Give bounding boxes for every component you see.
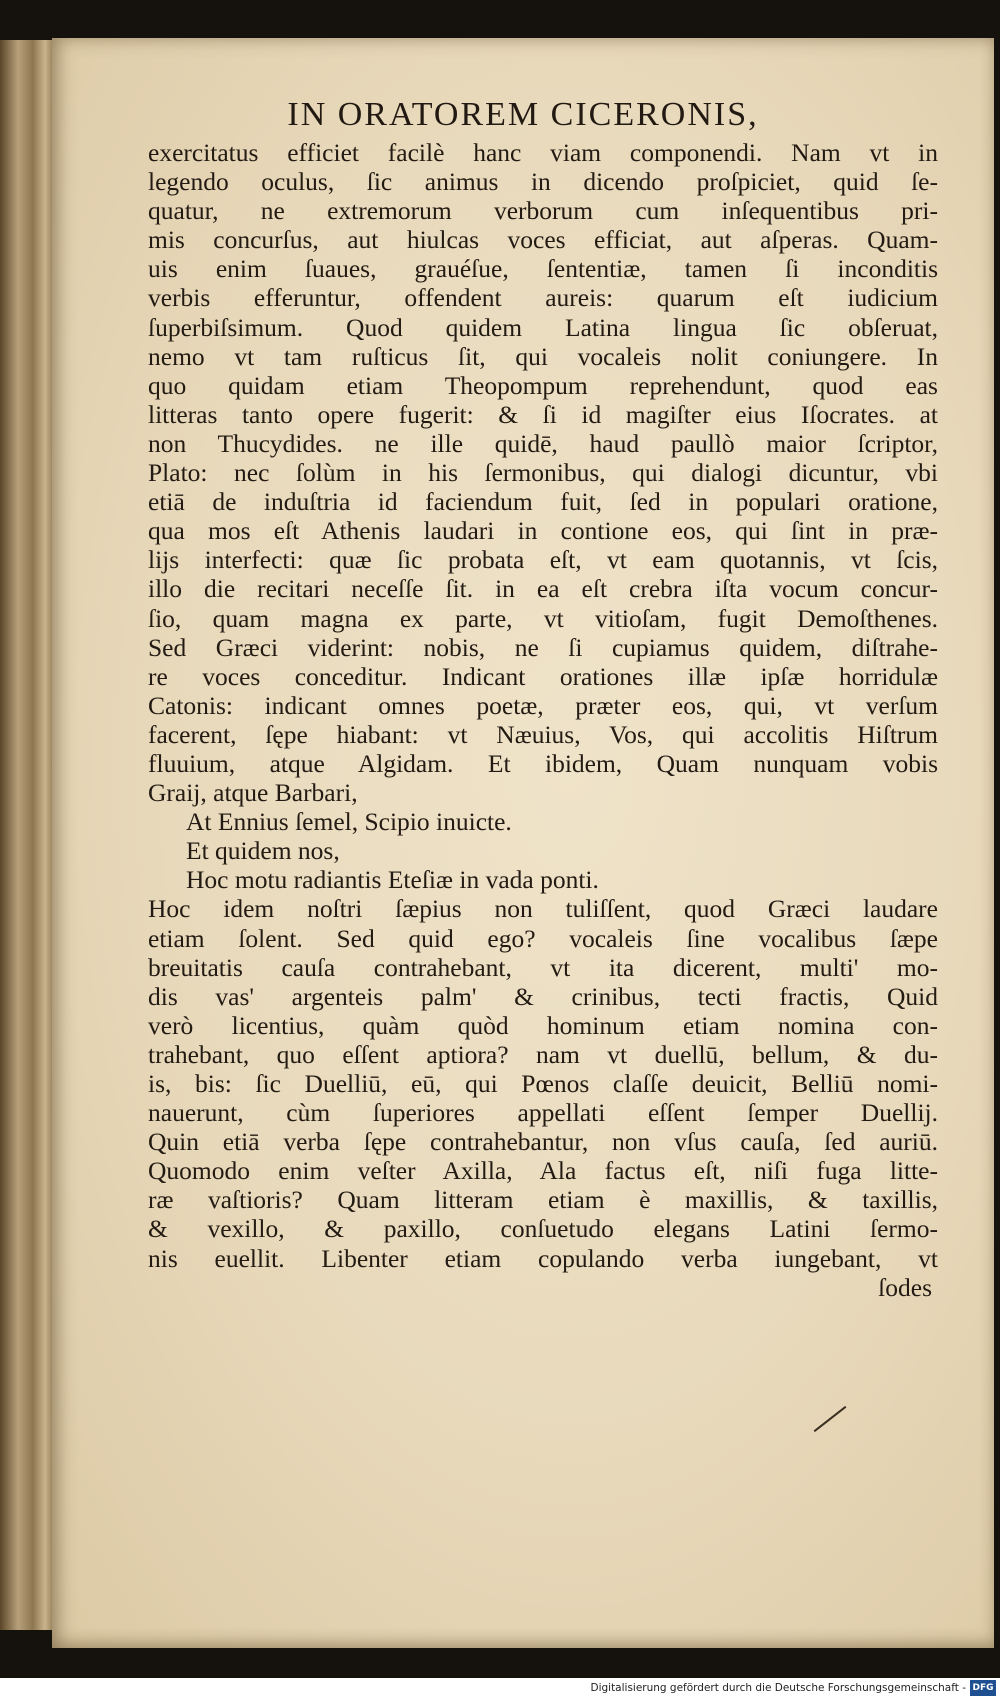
dfg-logo: DFG: [970, 1680, 996, 1696]
text-line: Quin etiā verba ſępe contrahebantur, non vſus cauſa, ſed auriū.: [148, 1127, 938, 1157]
text-line: ſuperbiſsimum. Quod quidem Latina lingua ſic obſeruat,: [148, 312, 938, 342]
text-line: legendo oculus, ſic animus in dicendo proſpiciet, quid ſe-: [148, 167, 938, 197]
text-line: Quomodo enim veſter Axilla, Ala factus eſt, niſi fuga litte-: [148, 1156, 938, 1186]
text-line: verbis efferuntur, offendent aureis: quarum eſt iudicium: [148, 283, 938, 313]
text-line: & vexillo, & paxillo, conſuetudo elegans Latini ſermo-: [148, 1214, 938, 1244]
text-line: breuitatis cauſa contrahebant, vt ita dicerent, multi' mo-: [148, 952, 938, 982]
text-line: illo die recitari neceſſe ſit. in ea eſt crebra iſta vocum concur-: [148, 574, 938, 604]
text-line: verò licentius, quàm quòd hominum etiam nomina con-: [148, 1010, 938, 1040]
text-line: quatur, ne extremorum verborum cum inſequentibus pri-: [148, 196, 938, 226]
text-line: exercitatus efficiet facilè hanc viam componendi. Nam vt in: [148, 138, 938, 167]
digitization-credit: Digitalisierung gefördert durch die Deutsche Forschungsgemeinschaft -: [590, 1682, 966, 1694]
text-line: nis euellit. Libenter etiam copulando verba iungebant, vt: [148, 1243, 938, 1273]
text-line: lijs interfecti: quæ ſic probata eſt, vt eam quotannis, vt ſcis,: [148, 545, 938, 575]
text-line: non Thucydides. ne ille quidē, haud paullò maior ſcriptor,: [148, 428, 938, 458]
verse-line: At Ennius ſemel, Scipio inuicte.: [186, 807, 512, 837]
text-line: mis concurſus, aut hiulcas voces efficiat, aut aſperas. Quam-: [148, 225, 938, 255]
text-line: etiam ſolent. Sed quid ego? vocaleis ſine vocalibus ſæpe: [148, 923, 938, 953]
running-title: IN ORATOREM CICERONIS,: [287, 96, 759, 133]
text-line: nauerunt, cùm ſuperiores appellati eſſent ſemper Duellij.: [148, 1098, 938, 1128]
book-spine-edge: [0, 40, 60, 1630]
text-line: ſio, quam magna ex parte, vt vitioſam, fugit Demoſthenes.: [148, 603, 938, 633]
text-line: re voces conceditur. Indicant orationes illæ ipſæ horridulæ: [148, 661, 938, 691]
catchword: ſodes: [878, 1272, 932, 1302]
text-line: Sed Græci viderint: nobis, ne ſi cupiamus quidem, diſtrahe-: [148, 632, 938, 662]
text-line: litteras tanto opere fugerit: & ſi id magiſter eius Iſocrates. at: [148, 399, 938, 429]
text-line: ræ vaſtioris? Quam litteram etiam è maxillis, & taxillis,: [148, 1185, 938, 1215]
text-line: is, bis: ſic Duelliū, eū, qui Pœnos claſſe deuicit, Belliū nomi-: [148, 1069, 938, 1098]
text-line: facerent, ſępe hiabant: vt Næuius, Vos, qui accolitis Hiſtrum: [148, 719, 938, 749]
text-line: Graij, atque Barbari,: [148, 778, 358, 808]
text-line: Hoc idem noſtri ſæpius non tuliſſent, quod Græci laudare: [148, 894, 938, 924]
text-line: Catonis: indicant omnes poetæ, præter eos, qui, vt verſum: [148, 690, 938, 720]
text-line: etiā de induſtria id faciendum fuit, ſed in populari oratione,: [148, 487, 938, 517]
main-text-block: [148, 138, 938, 1302]
text-line: dis vas' argenteis palm' & crinibus, tecti fractis, Quid: [148, 981, 938, 1011]
verse-line: Hoc motu radiantis Eteſiæ in vada ponti.: [186, 865, 599, 895]
text-line: fluuium, atque Algidam. Et ibidem, Quam nunquam vobis: [148, 748, 938, 778]
text-line: qua mos eſt Athenis laudari in contione eos, qui ſint in præ-: [148, 516, 938, 546]
verse-line: Et quidem nos,: [186, 836, 340, 866]
text-line: quo quidam etiam Theopompum reprehendunt, quod eas: [148, 370, 938, 400]
text-line: uis enim ſuaues, grauéſue, ſententiæ, tamen ſi inconditis: [148, 254, 938, 284]
text-line: Plato: nec ſolùm in his ſermonibus, qui dialogi dicuntur, vbi: [148, 458, 938, 488]
text-line: trahebant, quo eſſent aptiora? nam vt duellū, bellum, & du-: [148, 1039, 938, 1069]
text-line: nemo vt tam ruſticus ſit, qui vocaleis nolit coniungere. In: [148, 341, 938, 371]
